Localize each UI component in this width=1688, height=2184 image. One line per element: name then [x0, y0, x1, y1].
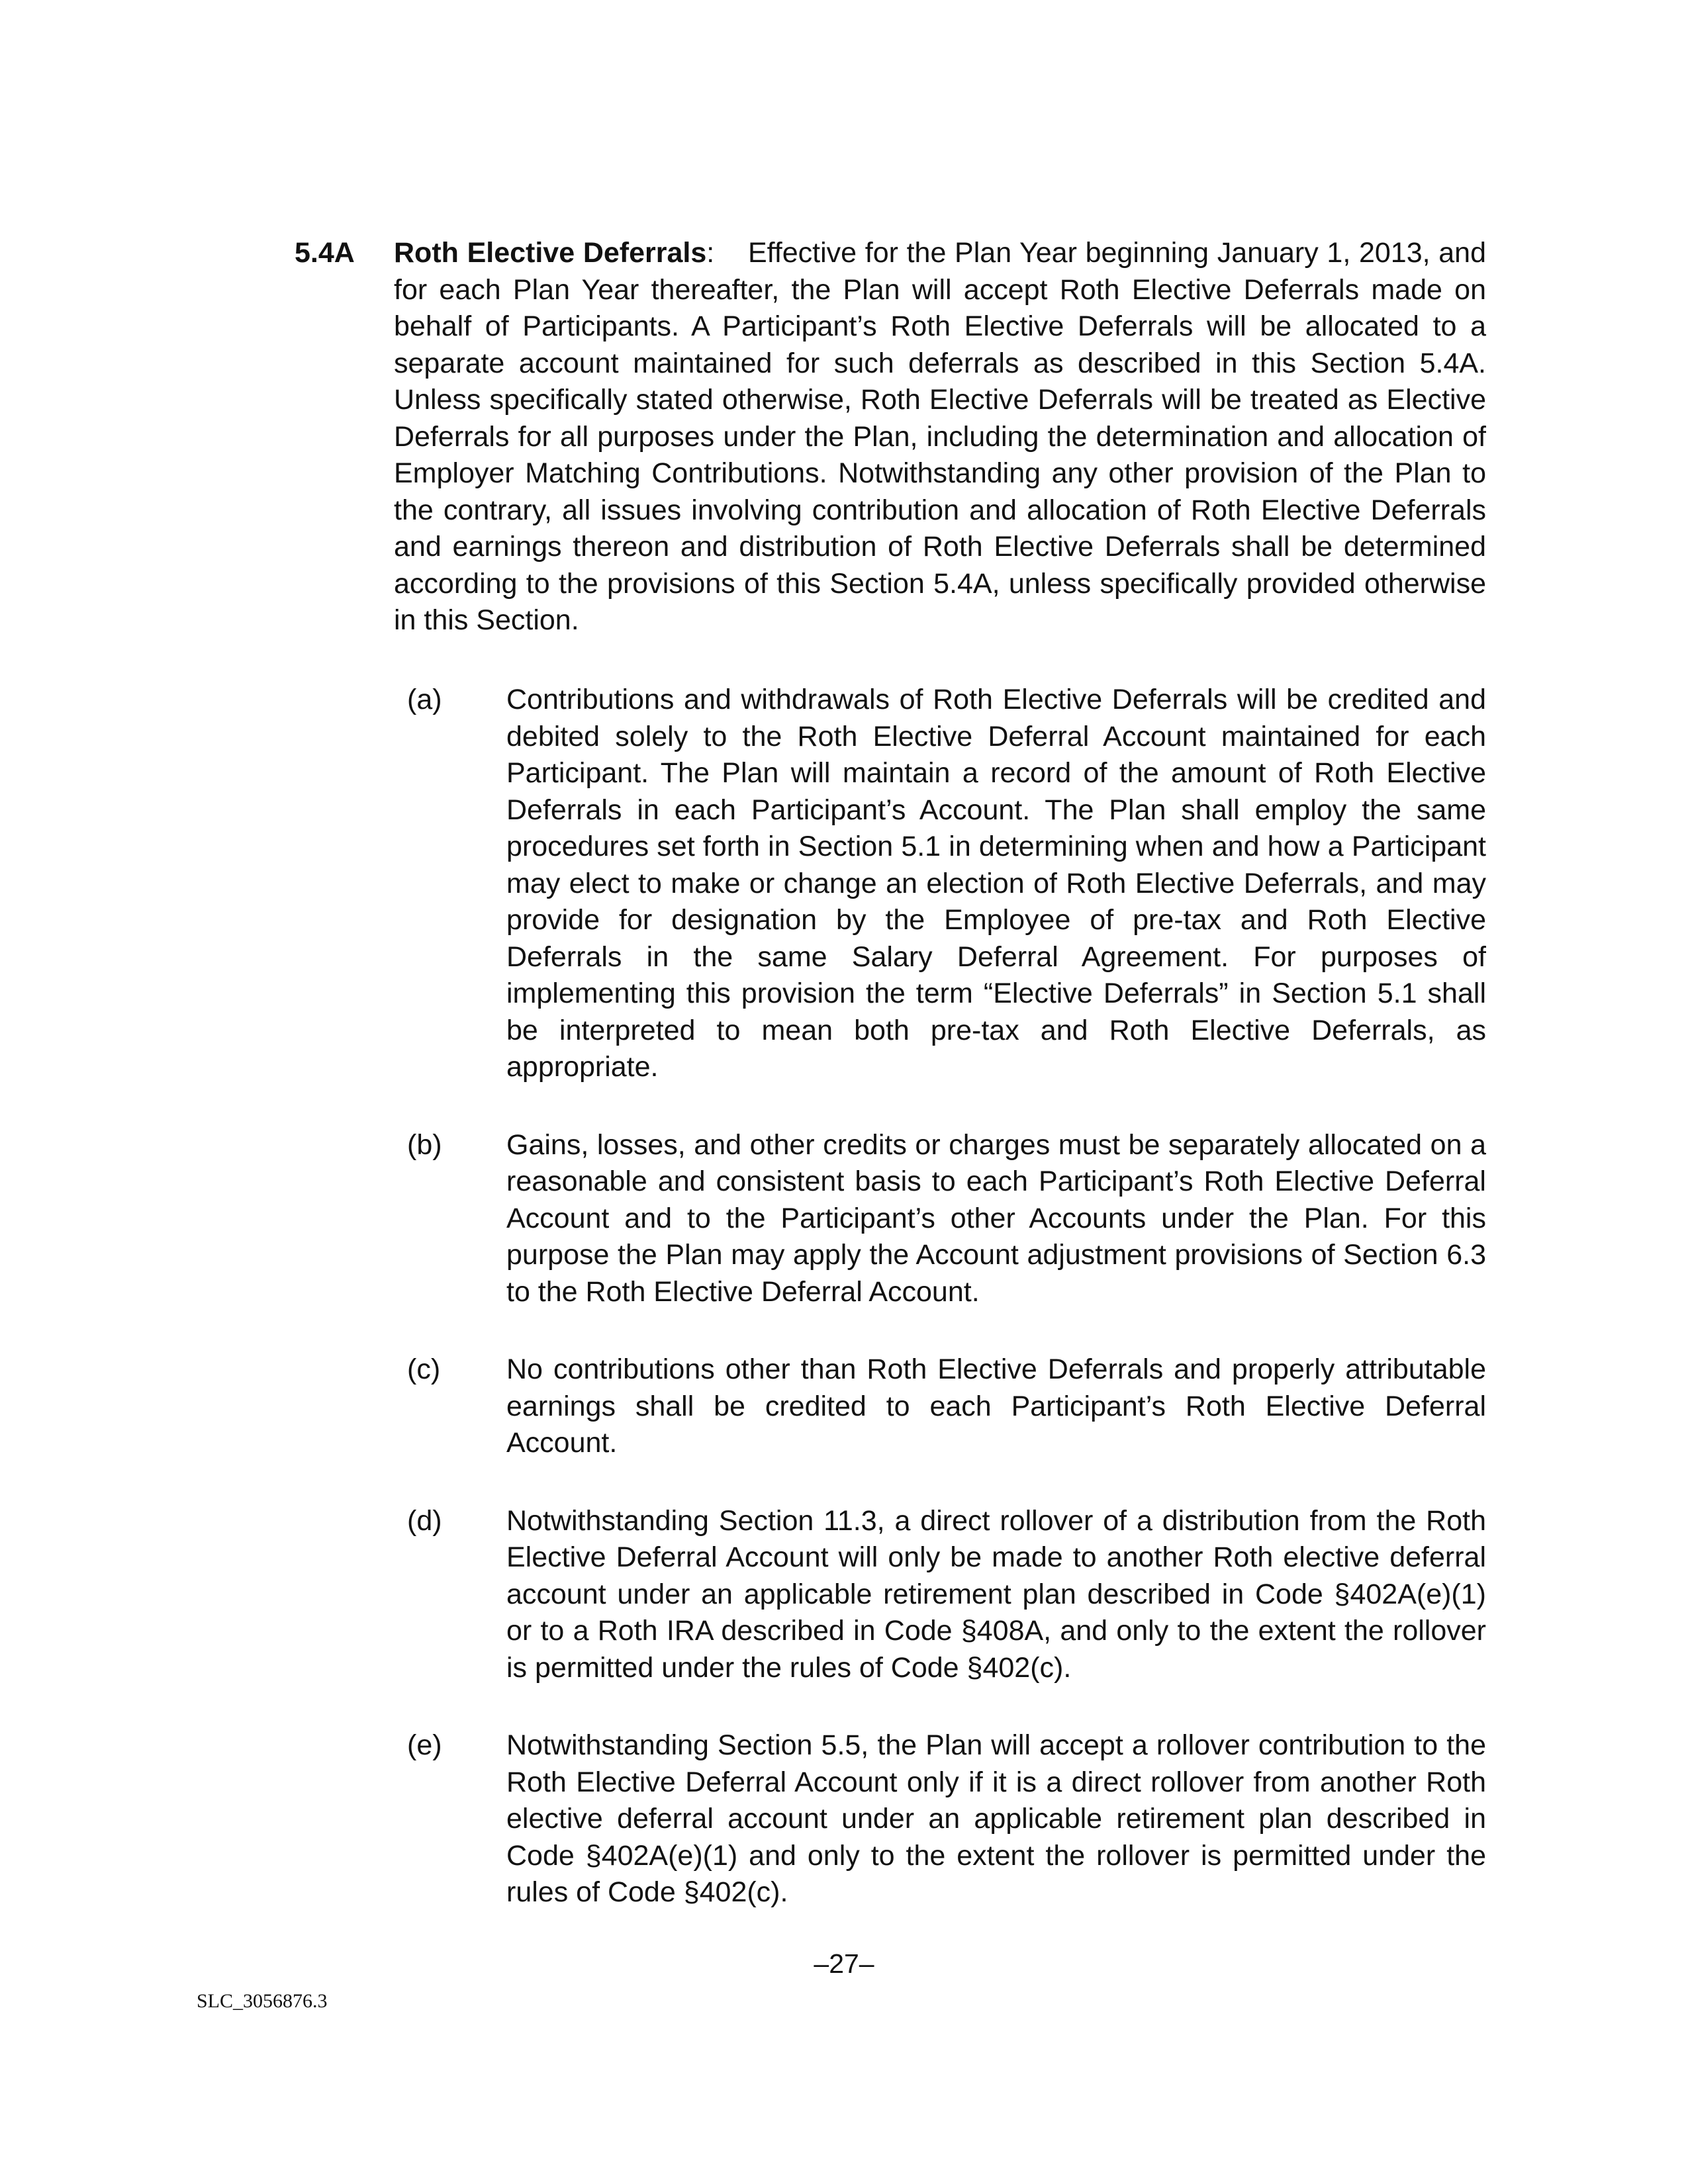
section-intro-text: Effective for the Plan Year beginning January 1, 2013, and for each Plan Year thereafter, the Plan will accept Roth Elective Deferrals made on behalf of Participants. A Participant’s Roth Elective Deferrals will be allocated to a separate account maintained for such deferrals as described in this Section 5.4A. Unless specifically stated otherwise, Roth Elective Deferrals will be treated as Elective Deferrals for all purposes under the Plan, including the determination and allocation of Employer Matching Contributions. Notwithstanding any other provision of the Plan to the contrary, all issues involving contribution and allocation of Roth Elective Deferrals and earnings thereon and distribution of Roth Elective Deferrals shall be determined according to the provisions of this Section 5.4A, unless specifically provided otherwise in this Section. [394, 237, 1486, 636]
subsection-label: (a) [407, 684, 442, 715]
subsection-a [407, 682, 1486, 1086]
section-5-4a [295, 235, 1486, 639]
subsection-label: (b) [407, 1128, 442, 1161]
subsection-text: Notwithstanding Section 11.3, a direct rollover of a distribution from the Roth Elective Deferral Account will only be made to another Roth elective deferral account under an applicable retirement plan described in Code §402A(e)(1) or to a Roth IRA described in Code §408A, and only to the extent the rollover is permitted under the rules of Code §402(c). [506, 1504, 1486, 1684]
subsection-label: (d) [407, 1504, 442, 1537]
subsection-c [407, 1351, 1486, 1462]
subsection-text: Gains, losses, and other credits or charges must be separately allocated on a reasonable and consistent basis to each Participant’s Roth Elective Deferral Account and to the Participant’s other Accounts under the Plan. For this purpose the Plan may apply the Account adjustment provisions of Section 6.3 to the Roth Elective Deferral Account. [506, 1128, 1486, 1308]
subsection-text: No contributions other than Roth Elective Deferrals and properly attributable earnings shall be credited to each Participant’s Roth Elective Deferral Account. [506, 1353, 1486, 1459]
subsection-e [407, 1727, 1486, 1911]
section-number: 5.4A [295, 237, 355, 269]
subsection-label: (e) [407, 1729, 442, 1761]
section-body [394, 235, 1486, 639]
section-title-colon: : [706, 237, 715, 269]
subsection-list [407, 682, 1486, 1952]
section-title: Roth Elective Deferrals [394, 237, 707, 269]
subsection-b [407, 1127, 1486, 1311]
subsection-label: (c) [407, 1353, 441, 1385]
subsection-text: Notwithstanding Section 5.5, the Plan will accept a rollover contribution to the Roth Elective Deferral Account only if it is a direct rollover from another Roth elective deferral account under an applicable retirement plan described in Code §402A(e)(1) and only to the extent the rollover is permitted under the rules of Code §402(c). [506, 1729, 1486, 1908]
page-number: –27– [814, 1948, 874, 1979]
subsection-d [407, 1503, 1486, 1687]
subsection-text: Contributions and withdrawals of Roth Elective Deferrals will be credited and debited solely to the Roth Elective Deferral Account maintained for each Participant. The Plan will maintain a record of the amount of Roth Elective Deferrals in each Participant’s Account. The Plan shall employ the same procedures set forth in Section 5.1 in determining when and how a Participant may elect to make or change an election of Roth Elective Deferrals, and may provide for designation by the Employee of pre-tax and Roth Elective Deferrals in the same Salary Deferral Agreement. For purposes of implementing this provision the term “Elective Deferrals” in Section 5.1 shall be interpreted to mean both pre-tax and Roth Elective Deferrals, as appropriate. [506, 684, 1486, 1083]
document-id: SLC_3056876.3 [197, 1990, 328, 2012]
